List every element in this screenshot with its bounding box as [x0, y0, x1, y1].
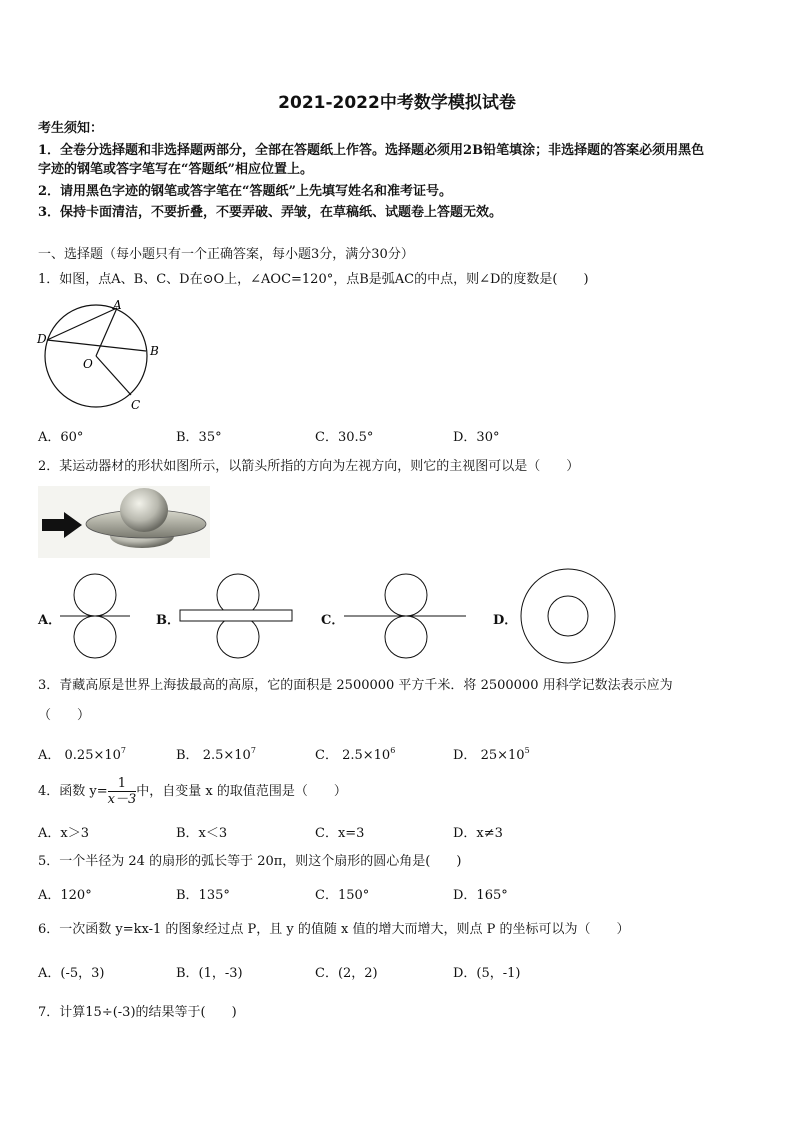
q3-option-c: C． $2.5\times 10^6$: [315, 746, 396, 763]
q4-option-d: D．x≠3: [453, 826, 503, 841]
q2-option-c-figure: [340, 572, 470, 660]
section-heading: 一、选择题（每小题只有一个正确答案，每小题3分，满分30分）: [38, 247, 414, 262]
q1-option-a: A．60°: [38, 430, 84, 445]
notice-line-4: 3．保持卡面清洁，不要折叠，不要弄破、弄皱，在草稿纸、试题卷上答题无效。: [38, 205, 503, 220]
q1-stem: 1．如图，点A、B、C、D在⊙O上，∠AOC=120°，点B是弧AC的中点，则∠D的度数是( ): [38, 272, 589, 287]
q2-option-c-label: C．: [321, 613, 345, 628]
q1-option-b: B．35°: [176, 430, 222, 445]
notice-heading: 考生须知：: [38, 121, 104, 136]
q2-option-a-figure: [58, 572, 138, 660]
q6-option-d: D．(5，-1): [453, 966, 521, 981]
point-b-label: B: [150, 344, 159, 358]
q7-expression: 15÷(-3): [85, 1005, 136, 1020]
point-a-label: A: [113, 298, 122, 312]
q2-option-a-label: A．: [38, 613, 62, 628]
notice-line-2: 字迹的钢笔或答字笔写在“答题纸”相应位置上。: [38, 162, 313, 177]
q1-option-d: D．30°: [453, 430, 500, 445]
q2-stem: 2．某运动器材的形状如图所示，以箭头所指的方向为左视方向，则它的主视图可以是（ ）: [38, 459, 580, 474]
point-c-label: C: [131, 398, 141, 412]
q3-option-a: A． $0.25\times 10^7$: [38, 746, 127, 763]
q4-option-a: A．x＞3: [38, 826, 89, 841]
q4-stem: 4．函数 y= $\frac{1}{x-3}$ 中，自变量 x 的取值范围是（ ）: [38, 776, 347, 807]
point-d-label: D: [37, 332, 47, 346]
q3-option-b: B． $2.5\times 10^7$: [176, 746, 256, 763]
q1-option-c: C．30.5°: [315, 430, 374, 445]
q5-option-c: C．150°: [315, 888, 370, 903]
q6-option-b: B．(1，-3): [176, 966, 243, 981]
q4-option-c: C．x=3: [315, 826, 365, 841]
q2-option-d-label: D．: [493, 613, 518, 628]
q2-option-b-label: B．: [156, 613, 180, 628]
q5-option-d: D．165°: [453, 888, 508, 903]
q5-option-b: B．135°: [176, 888, 230, 903]
notice-line-1: 1．全卷分选择题和非选择题两部分，全部在答题纸上作答。选择题必须用2B铅笔填涂；非选择题的答案必须用黑色: [38, 143, 705, 158]
page-title: 2021-2022中考数学模拟试卷: [278, 93, 516, 113]
q1-circle-figure: [34, 296, 174, 416]
q2-option-b-figure: [176, 572, 296, 660]
q6-option-a: A．(-5，3): [38, 966, 105, 981]
q3-stem: 3．青藏高原是世界上海拔最高的高原，它的面积是 2500000 平方千米．将 2500000 用科学记数法表示应为: [38, 678, 673, 693]
q6-option-c: C．(2，2): [315, 966, 378, 981]
q3-stem-cont: （ ）: [38, 708, 91, 723]
q7-stem: 7．计算15÷(-3)的结果等于( ): [38, 1005, 237, 1020]
point-o-label: O: [83, 357, 93, 371]
q4-option-b: B．x＜3: [176, 826, 228, 841]
notice-line-3: 2．请用黑色字迹的钢笔或答字笔在“答题纸”上先填写姓名和准考证号。: [38, 184, 453, 199]
q4-fraction: $\frac{1}{x-3}$: [107, 776, 137, 807]
q6-stem: 6．一次函数 y=kx-1 的图象经过点 P，且 y 的值随 x 值的增大而增大，则点 P 的坐标可以为（ ）: [38, 922, 630, 937]
q2-equipment-image: [38, 486, 210, 558]
q3-option-d: D． $25\times 10^5$: [453, 746, 530, 763]
q5-option-a: A．120°: [38, 888, 92, 903]
q2-option-d-figure: [516, 566, 620, 670]
q5-stem: 5．一个半径为 24 的扇形的弧长等于 20π，则这个扇形的圆心角是( ): [38, 854, 462, 869]
